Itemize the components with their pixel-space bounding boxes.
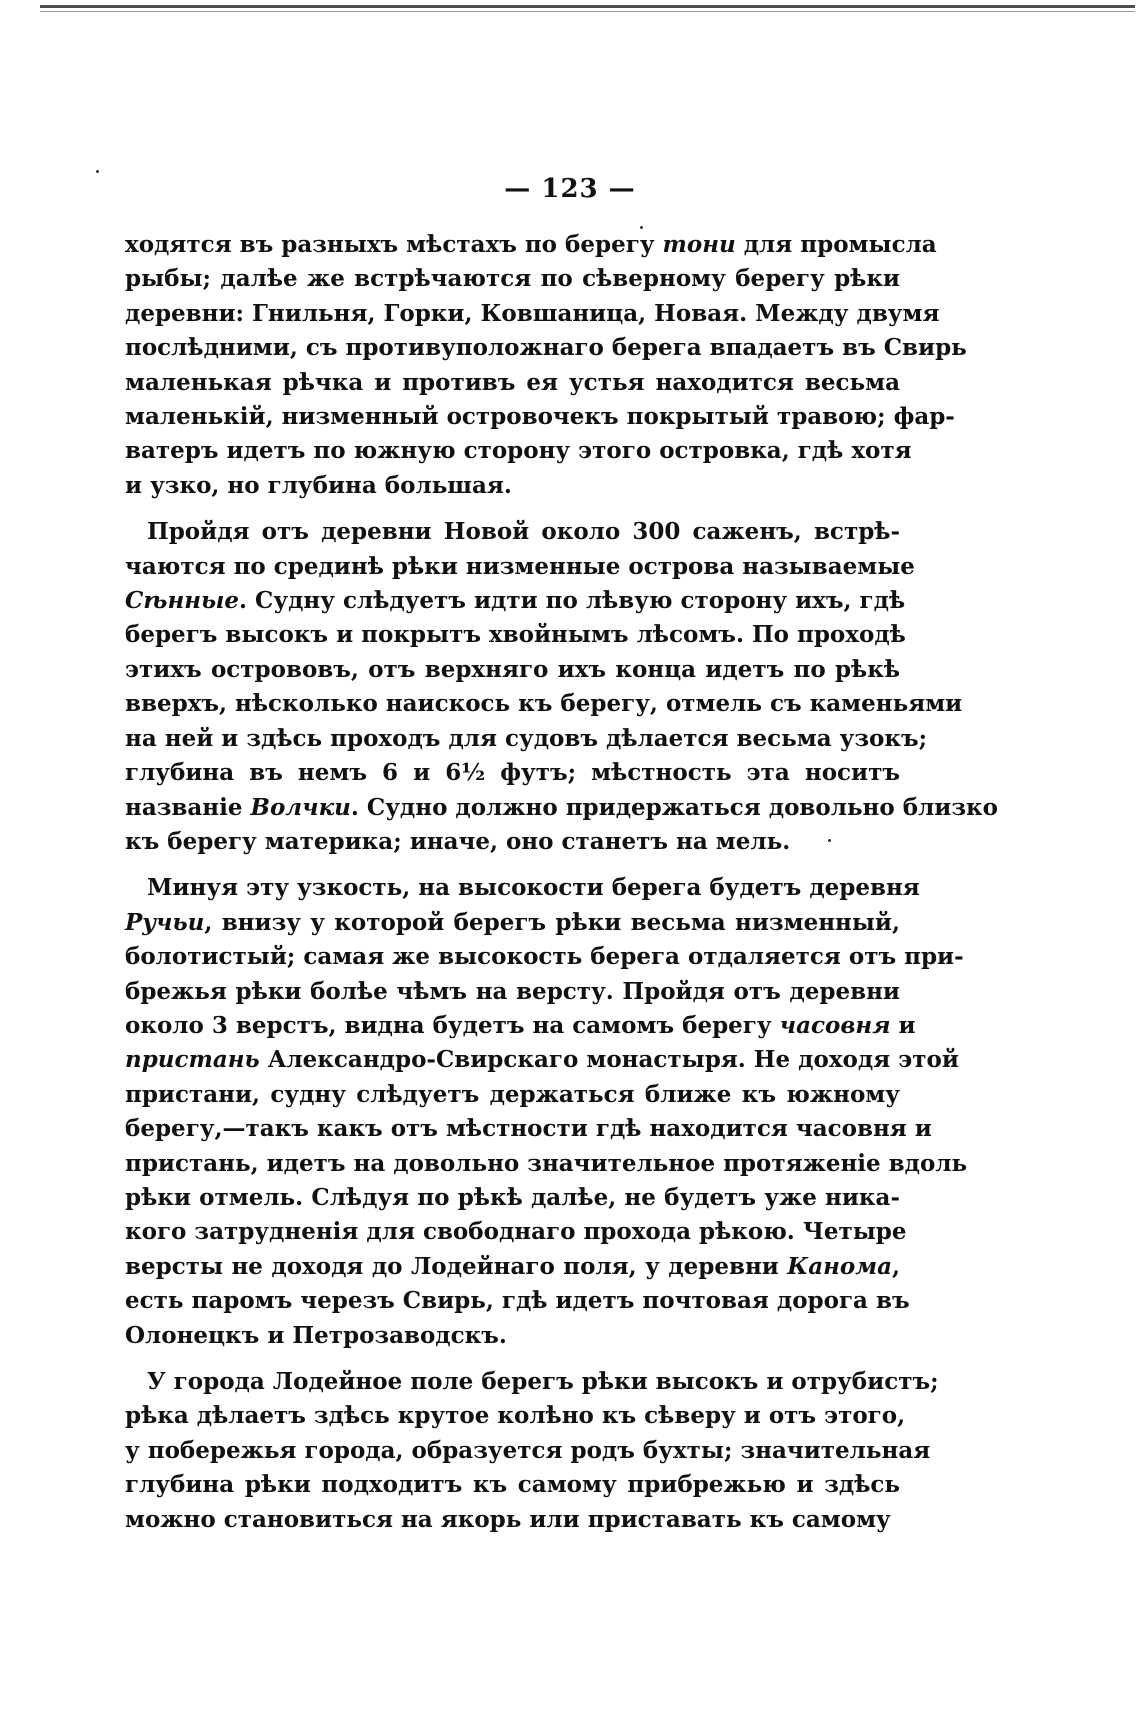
- text-segment: названіе: [125, 793, 251, 821]
- text-line: [125, 1009, 916, 1043]
- text-segment: рѣки отмель. Слѣдуя по рѣкѣ далѣе, не будетъ уже ника-: [125, 1183, 900, 1211]
- text-line: [125, 1078, 900, 1112]
- text-line: [125, 550, 915, 584]
- text-line: [125, 975, 900, 1009]
- text-segment: глубина рѣки подходитъ къ самому прибрежью и здѣсь: [125, 1471, 900, 1499]
- text-line: [125, 515, 900, 549]
- text-line: [125, 1434, 931, 1468]
- text-segment: маленькая рѣчка и противъ ея устья находится весьма: [125, 368, 900, 396]
- text-line: [125, 434, 912, 468]
- text-line: [125, 618, 906, 652]
- text-line: [125, 756, 900, 790]
- text-segment: деревни: Гнильня, Горки, Ковшаница, Новая. Между двумя: [125, 299, 940, 327]
- text-line: [125, 1250, 900, 1284]
- paragraph: [125, 515, 998, 859]
- text-segment: есть паромъ черезъ Свирь, гдѣ идетъ почтовая дорога въ: [125, 1287, 910, 1315]
- scan-speck: [828, 839, 831, 842]
- text-line: [125, 262, 900, 296]
- text-segment: рѣка дѣлаетъ здѣсь крутое колѣно къ сѣверу и отъ этого,: [125, 1402, 906, 1430]
- paragraph: [125, 871, 968, 1353]
- text-segment: болотистый; самая же высокость берега отдаляется отъ при-: [125, 943, 964, 971]
- text-segment: ходятся въ разныхъ мѣстахъ по берегу: [125, 231, 663, 258]
- paragraph-gap: [125, 859, 900, 871]
- paragraph-gap: [125, 503, 900, 515]
- text-segment: этихъ острововъ, отъ верхняго ихъ конца идетъ по рѣкѣ: [125, 655, 900, 683]
- text-line: [125, 871, 920, 905]
- body-text: [125, 228, 998, 1537]
- text-segment: Пройдя отъ деревни Новой около 300 саженъ, встрѣ-: [147, 518, 900, 546]
- text-segment: ватеръ идетъ по южную сторону этого островка, гдѣ хотя: [125, 437, 912, 465]
- text-line: [125, 228, 937, 262]
- text-line: [125, 331, 967, 365]
- italic-term: Волчки: [250, 793, 351, 821]
- text-segment: берегу,—такъ какъ отъ мѣстности гдѣ находится часовня и: [125, 1115, 932, 1143]
- text-segment: Александро-Свирскаго монастыря. Не доходя этой: [259, 1046, 959, 1074]
- text-segment: маленькій, низменный островочекъ покрытый травою; фар-: [125, 403, 955, 431]
- text-segment: на ней и здѣсь проходъ для судовъ дѣлается весьма узокъ;: [125, 724, 928, 752]
- paragraph-gap: [125, 1353, 900, 1365]
- text-segment: , внизу у которой берегъ рѣки весьма низменный,: [204, 908, 900, 936]
- text-segment: у побережья города, образуется родъ бухты; значительная: [125, 1436, 931, 1464]
- italic-term: часовня: [779, 1011, 891, 1039]
- paragraph: [125, 228, 967, 503]
- text-line: [125, 653, 900, 687]
- text-segment: пристани, судну слѣдуетъ держаться ближе къ южному: [125, 1080, 900, 1108]
- text-segment: около 3 верстъ, видна будетъ на самомъ берегу: [125, 1011, 780, 1039]
- text-segment: Олонецкъ и Петрозаводскъ.: [125, 1321, 507, 1349]
- text-segment: глубина въ немъ 6 и 6½ футъ; мѣстность эта носитъ: [125, 759, 900, 787]
- italic-term: тони: [662, 231, 736, 258]
- text-line: [125, 366, 900, 400]
- italic-term: Сѣнные: [125, 587, 240, 615]
- text-line: [125, 400, 955, 434]
- text-line: [125, 940, 964, 974]
- scan-speck: [96, 170, 99, 173]
- italic-term: Канома: [787, 1252, 892, 1280]
- text-segment: версты не доходя до Лодейнаго поля, у деревни: [125, 1252, 788, 1280]
- text-segment: вверхъ, нѣсколько наискось къ берегу, отмель съ каменьями: [125, 690, 963, 718]
- text-segment: У города Лодейное поле берегъ рѣки высокъ и отрубистъ;: [147, 1368, 939, 1395]
- text-segment: чаются по срединѣ рѣки низменные острова называемые: [125, 552, 915, 580]
- text-segment: къ берегу материка; иначе, оно станетъ на мель.: [125, 827, 791, 855]
- text-segment: и: [890, 1011, 916, 1039]
- text-line: [125, 1043, 959, 1077]
- text-line: [125, 1319, 900, 1353]
- text-segment: брежья рѣки болѣе чѣмъ на версту. Пройдя отъ деревни: [125, 977, 900, 1005]
- text-line: [125, 1365, 939, 1399]
- text-segment: и узко, но глубина большая.: [125, 471, 512, 499]
- text-segment: Минуя эту узкость, на высокости берега будетъ деревня: [147, 874, 920, 902]
- text-segment: берегъ высокъ и покрытъ хвойнымъ лѣсомъ. По проходѣ: [125, 621, 906, 649]
- scan-speck: [640, 226, 643, 229]
- text-line: [125, 825, 900, 859]
- text-segment: рыбы; далѣе же встрѣчаются по сѣверному берегу рѣки: [125, 265, 900, 293]
- top-border-rule: [40, 5, 1135, 8]
- text-line: [125, 1215, 907, 1249]
- paragraph: [125, 1365, 939, 1537]
- text-segment: послѣдними, съ противуположнаго берега впадаетъ въ Свирь: [125, 334, 967, 362]
- text-line: [125, 297, 940, 331]
- text-segment: . Судну слѣдуетъ идти по лѣвую сторону ихъ, гдѣ: [239, 587, 906, 615]
- text-line: [125, 469, 900, 503]
- italic-term: Ручьи: [125, 908, 205, 936]
- text-segment: кого затрудненія для свободнаго прохода рѣкою. Четыре: [125, 1218, 907, 1246]
- italic-term: пристань: [125, 1046, 260, 1074]
- text-line: [125, 687, 963, 721]
- text-segment: для промысла: [735, 231, 937, 258]
- text-segment: . Судно должно придержаться довольно близко: [350, 793, 998, 821]
- text-segment: ,: [891, 1252, 900, 1280]
- text-segment: можно становиться на якорь или приставать къ самому: [125, 1505, 891, 1533]
- text-line: [125, 906, 900, 940]
- page-number: — 123 —: [504, 174, 636, 204]
- text-line: [125, 722, 928, 756]
- text-line: [125, 1112, 932, 1146]
- text-line: [125, 584, 906, 618]
- text-line: [125, 1284, 910, 1318]
- text-line: [125, 1147, 968, 1181]
- text-line: [125, 1503, 900, 1537]
- text-line: [125, 1468, 900, 1502]
- text-line: [125, 1399, 906, 1433]
- text-line: [125, 791, 998, 825]
- text-segment: пристань, идетъ на довольно значительное протяженіе вдоль: [125, 1149, 968, 1177]
- top-border-rule-thin: [40, 11, 1135, 12]
- text-line: [125, 1181, 900, 1215]
